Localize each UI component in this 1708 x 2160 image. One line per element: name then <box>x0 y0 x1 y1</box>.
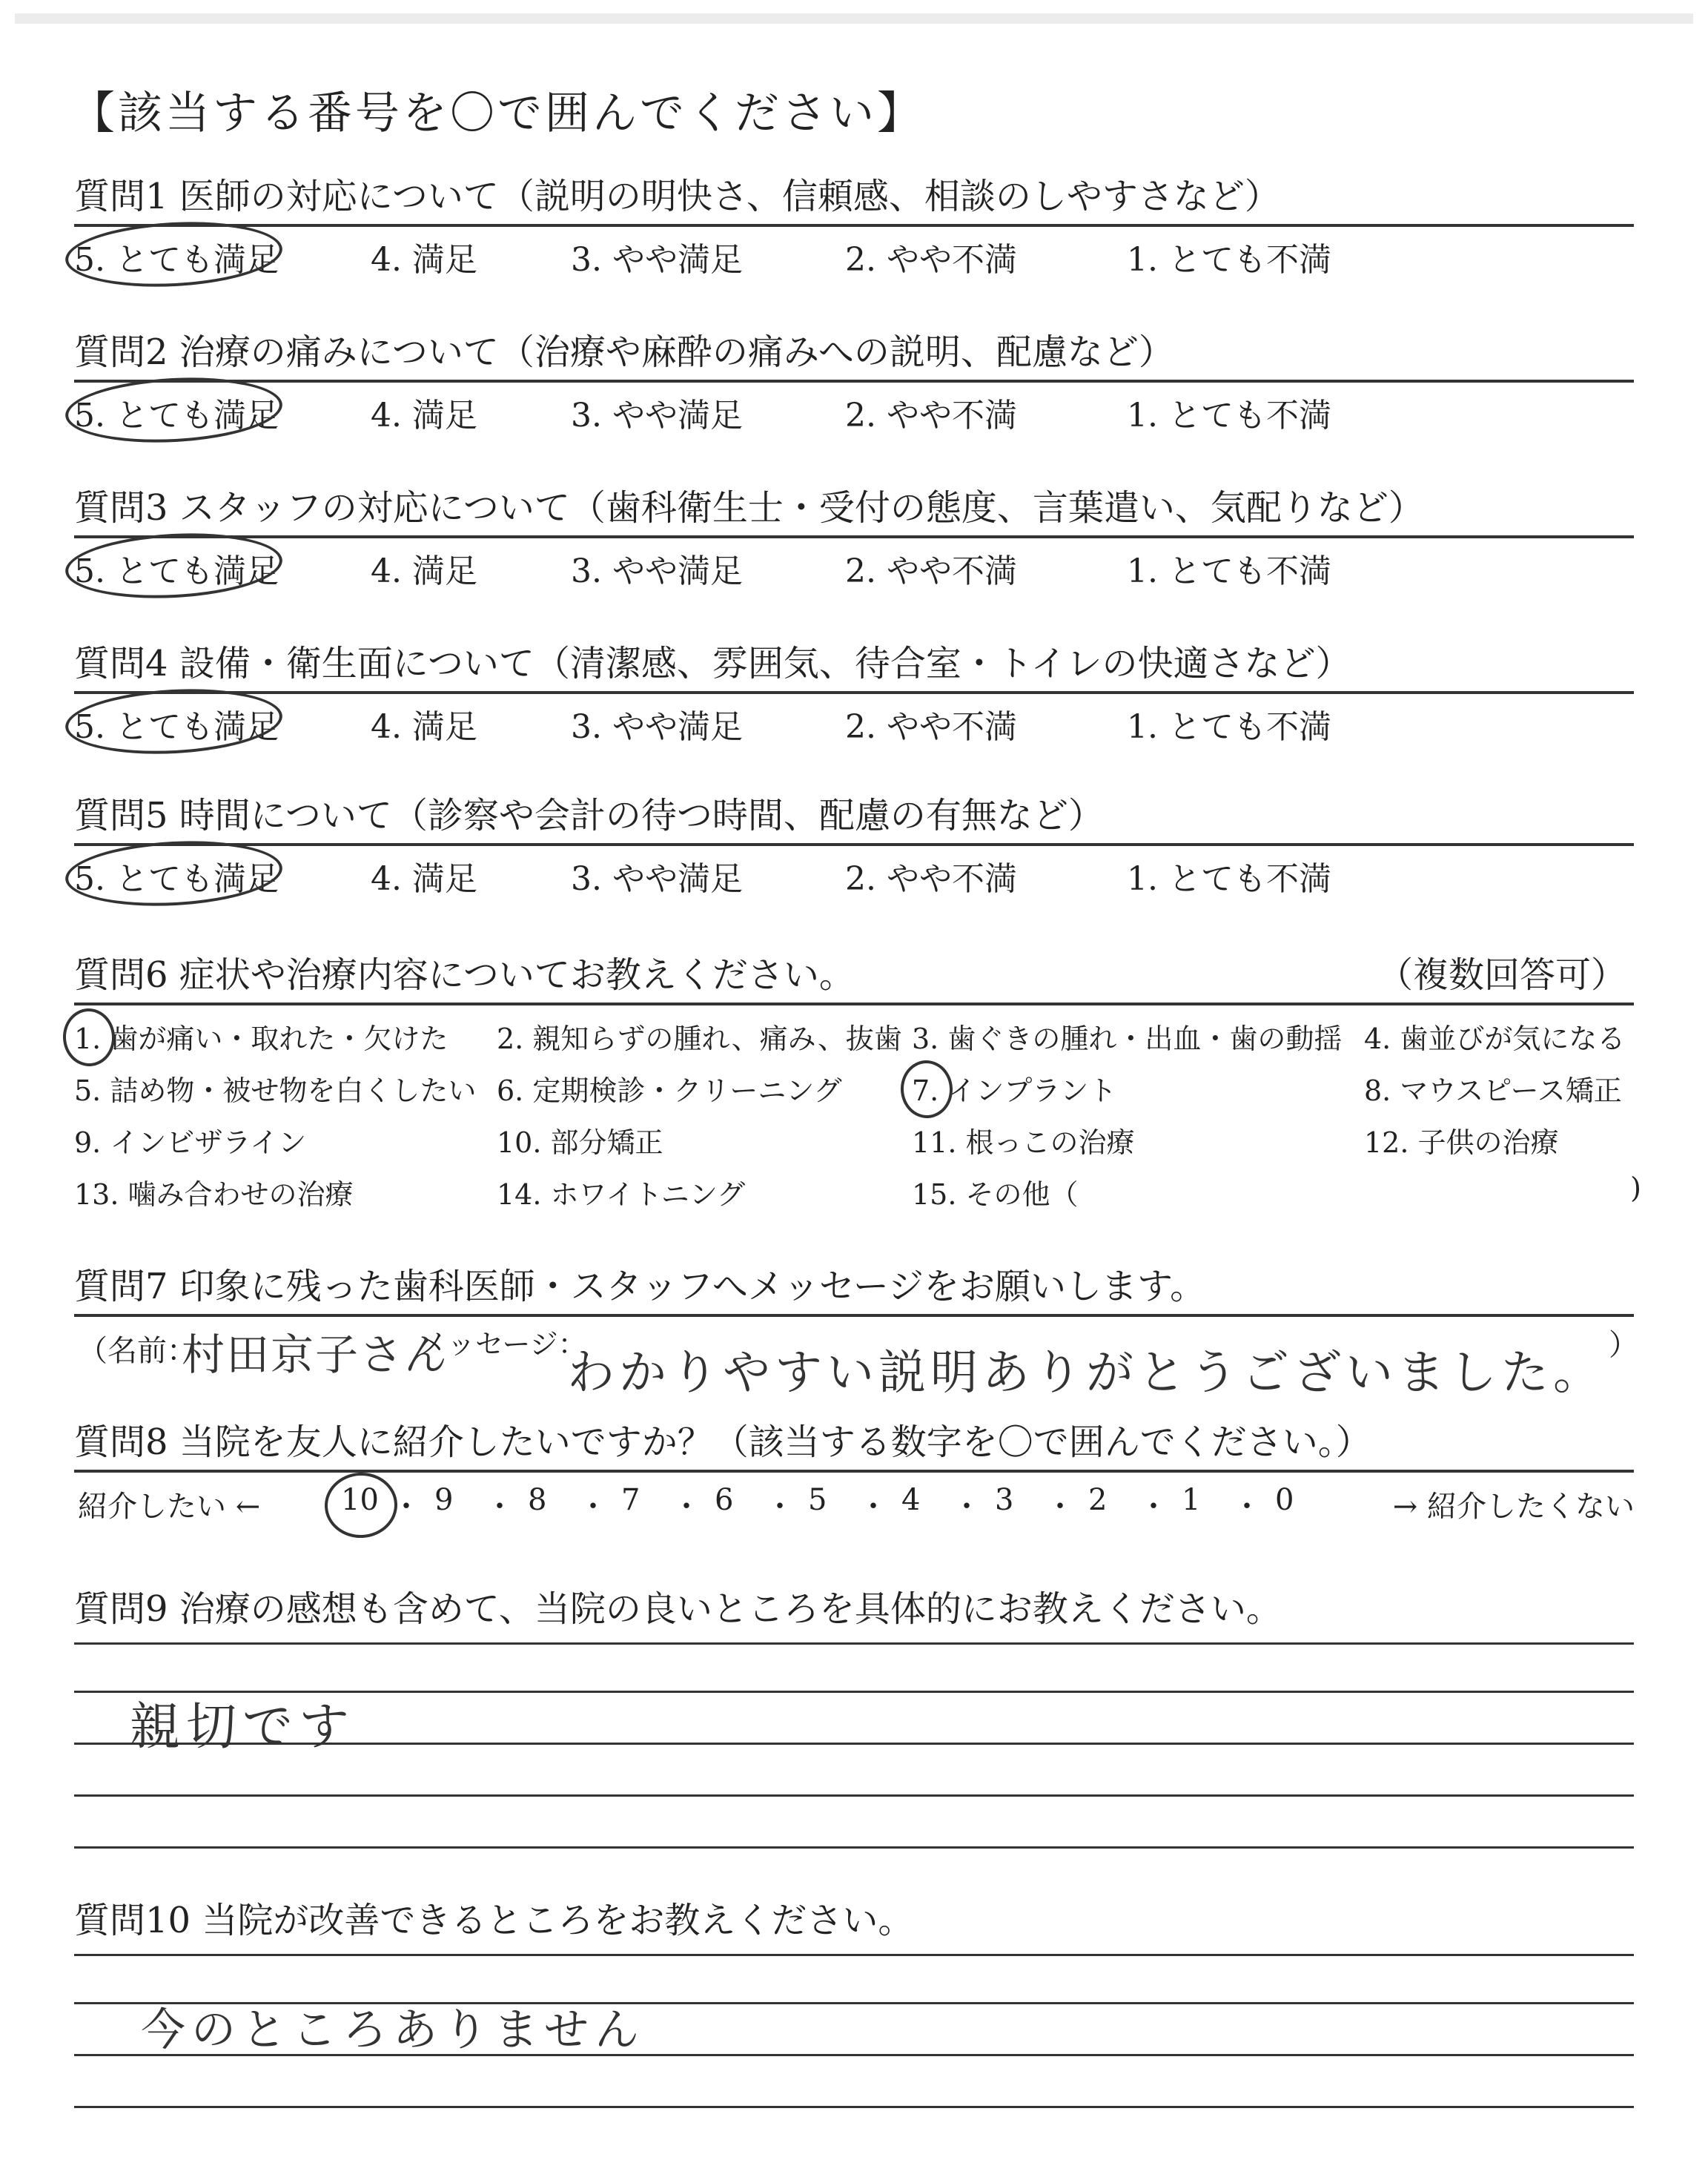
symptom-option[interactable]: 5. 詰め物・被せ物を白くしたい <box>74 1074 477 1107</box>
symptom-option[interactable]: 9. インビザライン <box>74 1126 307 1159</box>
q10-line-4 <box>74 2106 1634 2108</box>
recommend-selection-circle <box>323 1470 399 1539</box>
rating-option[interactable]: 1. とても不満 <box>1127 708 1331 746</box>
question-6-text: 質問6 症状や治療内容についてお教えください。 <box>74 954 855 996</box>
scale-separator: ・ <box>1045 1490 1075 1524</box>
scale-separator: ・ <box>1139 1490 1168 1524</box>
rating-option[interactable]: 4. 満足 <box>371 708 477 746</box>
multiple-answers-note: （複数回答可） <box>1377 954 1626 996</box>
question-7 <box>74 1261 1634 1317</box>
question-2-title: 質問2 治療の痛みについて（治療や麻酔の痛みへの説明、配慮など） <box>74 331 1174 373</box>
question-3 <box>74 482 1634 590</box>
rating-option[interactable]: 1. とても不満 <box>1127 241 1331 279</box>
q9-line-1 <box>74 1642 1634 1645</box>
q9-answer-handwritten[interactable]: 親切です <box>130 1698 356 1757</box>
question-6-title <box>74 949 1634 1001</box>
question-1 <box>74 171 1634 279</box>
question-10-title: 質問10 当院が改善できるところをお教えください。 <box>74 1900 914 1941</box>
question-4-title: 質問4 設備・衛生面について（清潔感、雰囲気、待合室・トイレの快適さなど） <box>74 643 1351 684</box>
message-close-paren: ） <box>1609 1328 1638 1362</box>
question-5-title: 質問5 時間について（診察や会計の待つ時間、配慮の有無など） <box>74 795 1104 836</box>
rating-option[interactable]: 3. やや満足 <box>571 860 743 898</box>
scale-value[interactable]: 7 <box>621 1483 640 1517</box>
rating-option[interactable]: 5. とても満足 <box>74 708 279 746</box>
symptom-option[interactable]: 6. 定期検診・クリーニング <box>497 1074 842 1107</box>
scale-value[interactable]: 1 <box>1182 1483 1201 1517</box>
scale-value[interactable]: 6 <box>715 1483 734 1517</box>
symptom-option[interactable]: 1. 歯が痛い・取れた・欠けた <box>74 1023 448 1055</box>
rating-option[interactable]: 3. やや満足 <box>571 241 743 279</box>
scale-separator: ・ <box>578 1490 608 1524</box>
rating-option[interactable]: 4. 満足 <box>371 241 477 279</box>
symptom-option[interactable]: 11. 根っこの治療 <box>912 1126 1135 1159</box>
symptom-option[interactable]: 4. 歯並びが気になる <box>1364 1023 1626 1055</box>
scale-separator: ・ <box>858 1490 888 1524</box>
question-8-rule <box>74 1470 1634 1473</box>
selection-circle <box>64 372 284 447</box>
symptom-option[interactable]: 8. マウスピース矯正 <box>1364 1074 1622 1107</box>
recommend-right-label: → 紹介したくない <box>1392 1490 1635 1524</box>
rating-option[interactable]: 2. やや不満 <box>845 860 1017 898</box>
selection-circle <box>64 684 284 759</box>
scale-value[interactable]: 2 <box>1088 1483 1108 1517</box>
question-4-options <box>74 694 1634 746</box>
q10-answer-handwritten[interactable]: 今のところありません <box>141 2004 645 2056</box>
rating-option[interactable]: 5. とても満足 <box>74 397 279 435</box>
name-label: （名前： <box>78 1334 196 1368</box>
scale-separator: ・ <box>952 1490 982 1524</box>
rating-option[interactable]: 2. やや不満 <box>845 241 1017 279</box>
scale-value[interactable]: 3 <box>995 1483 1014 1517</box>
question-10 <box>74 1895 1634 1946</box>
question-1-title: 質問1 医師の対応について（説明の明快さ、信頼感、相談のしやすさなど） <box>74 176 1280 217</box>
scale-value[interactable]: 0 <box>1275 1483 1294 1517</box>
rating-option[interactable]: 1. とても不満 <box>1127 860 1331 898</box>
question-1-options <box>74 227 1634 279</box>
question-2-options <box>74 383 1634 435</box>
question-7-title: 質問7 印象に残った歯科医師・スタッフへメッセージをお願いします。 <box>74 1266 1206 1307</box>
symptom-option[interactable]: 15. その他（ <box>912 1178 1079 1211</box>
scale-separator: ・ <box>1232 1490 1262 1524</box>
selection-circle <box>64 528 284 603</box>
name-handwritten[interactable]: 村田京子さん <box>182 1330 449 1380</box>
question-9 <box>74 1583 1634 1635</box>
rating-option[interactable]: 5. とても満足 <box>74 241 279 279</box>
scale-value[interactable]: 10 <box>341 1483 379 1517</box>
recommend-scale <box>78 1483 1635 1527</box>
rating-option[interactable]: 2. やや不満 <box>845 708 1017 746</box>
rating-option[interactable]: 3. やや満足 <box>571 708 743 746</box>
symptom-option[interactable]: 14. ホワイトニング <box>497 1178 746 1211</box>
scale-value[interactable]: 9 <box>434 1483 454 1517</box>
symptom-option[interactable]: 13. 噛み合わせの治療 <box>74 1178 354 1211</box>
selection-circle <box>64 217 284 291</box>
rating-option[interactable]: 2. やや不満 <box>845 552 1017 590</box>
rating-option[interactable]: 1. とても不満 <box>1127 552 1331 590</box>
rating-option[interactable]: 1. とても不満 <box>1127 397 1331 435</box>
scale-separator: ・ <box>391 1490 421 1524</box>
scan-top-edge <box>15 13 1693 24</box>
question-3-options <box>74 538 1634 590</box>
symptom-option[interactable]: 3. 歯ぐきの腫れ・出血・歯の動揺 <box>912 1023 1343 1055</box>
q9-line-5 <box>74 1846 1634 1849</box>
scale-separator: ・ <box>485 1490 514 1524</box>
question-6 <box>74 949 1634 1005</box>
symptom-options-grid <box>74 1016 1641 1223</box>
symptom-option[interactable]: 7. インプラント <box>912 1074 1117 1107</box>
message-handwritten[interactable]: わかりやすい説明ありがとうございました。 <box>567 1346 1605 1401</box>
rating-option[interactable]: 5. とても満足 <box>74 552 279 590</box>
selection-circle <box>64 836 284 911</box>
question-5-options <box>74 846 1634 898</box>
q9-line-4 <box>74 1794 1634 1797</box>
question-3-title: 質問3 スタッフの対応について（歯科衛生士・受付の態度、言葉遣い、気配りなど） <box>74 487 1424 529</box>
rating-option[interactable]: 2. やや不満 <box>845 397 1017 435</box>
scale-value[interactable]: 8 <box>528 1483 547 1517</box>
question-6-rule <box>74 1003 1634 1005</box>
question-9-title: 質問9 治療の感想も含めて、当院の良いところを具体的にお教えください。 <box>74 1588 1282 1630</box>
rating-option[interactable]: 5. とても満足 <box>74 860 279 898</box>
question-8 <box>74 1416 1634 1473</box>
recommend-left-label: 紹介したい ← <box>78 1490 261 1524</box>
symptom-option[interactable]: 10. 部分矯正 <box>497 1126 663 1159</box>
rating-option[interactable]: 3. やや満足 <box>571 397 743 435</box>
symptom-option[interactable]: 2. 親知らずの腫れ、痛み、抜歯 <box>497 1023 902 1055</box>
page-heading: 【該当する番号を〇で囲んでください】 <box>70 87 924 139</box>
rating-option[interactable]: 4. 満足 <box>371 552 477 590</box>
scale-value[interactable]: 5 <box>808 1483 827 1517</box>
question-2 <box>74 326 1634 435</box>
rating-option[interactable]: 4. 満足 <box>371 397 477 435</box>
rating-option[interactable]: 4. 満足 <box>371 860 477 898</box>
symptom-option[interactable]: 12. 子供の治療 <box>1364 1126 1559 1159</box>
question-4 <box>74 638 1634 746</box>
scale-separator: ・ <box>672 1490 701 1524</box>
rating-option[interactable]: 3. やや満足 <box>571 552 743 590</box>
scale-separator: ・ <box>765 1490 795 1524</box>
symptom-option[interactable]: ) <box>1630 1172 1641 1204</box>
scale-value[interactable]: 4 <box>901 1483 921 1517</box>
question-8-title: 質問8 当院を友人に紹介したいですか？（該当する数字を〇で囲んでください。） <box>74 1421 1371 1463</box>
question-5 <box>74 790 1634 898</box>
q10-line-1 <box>74 1954 1634 1956</box>
question-7-rule <box>74 1314 1634 1317</box>
message-label: メッセージ： <box>419 1328 586 1361</box>
